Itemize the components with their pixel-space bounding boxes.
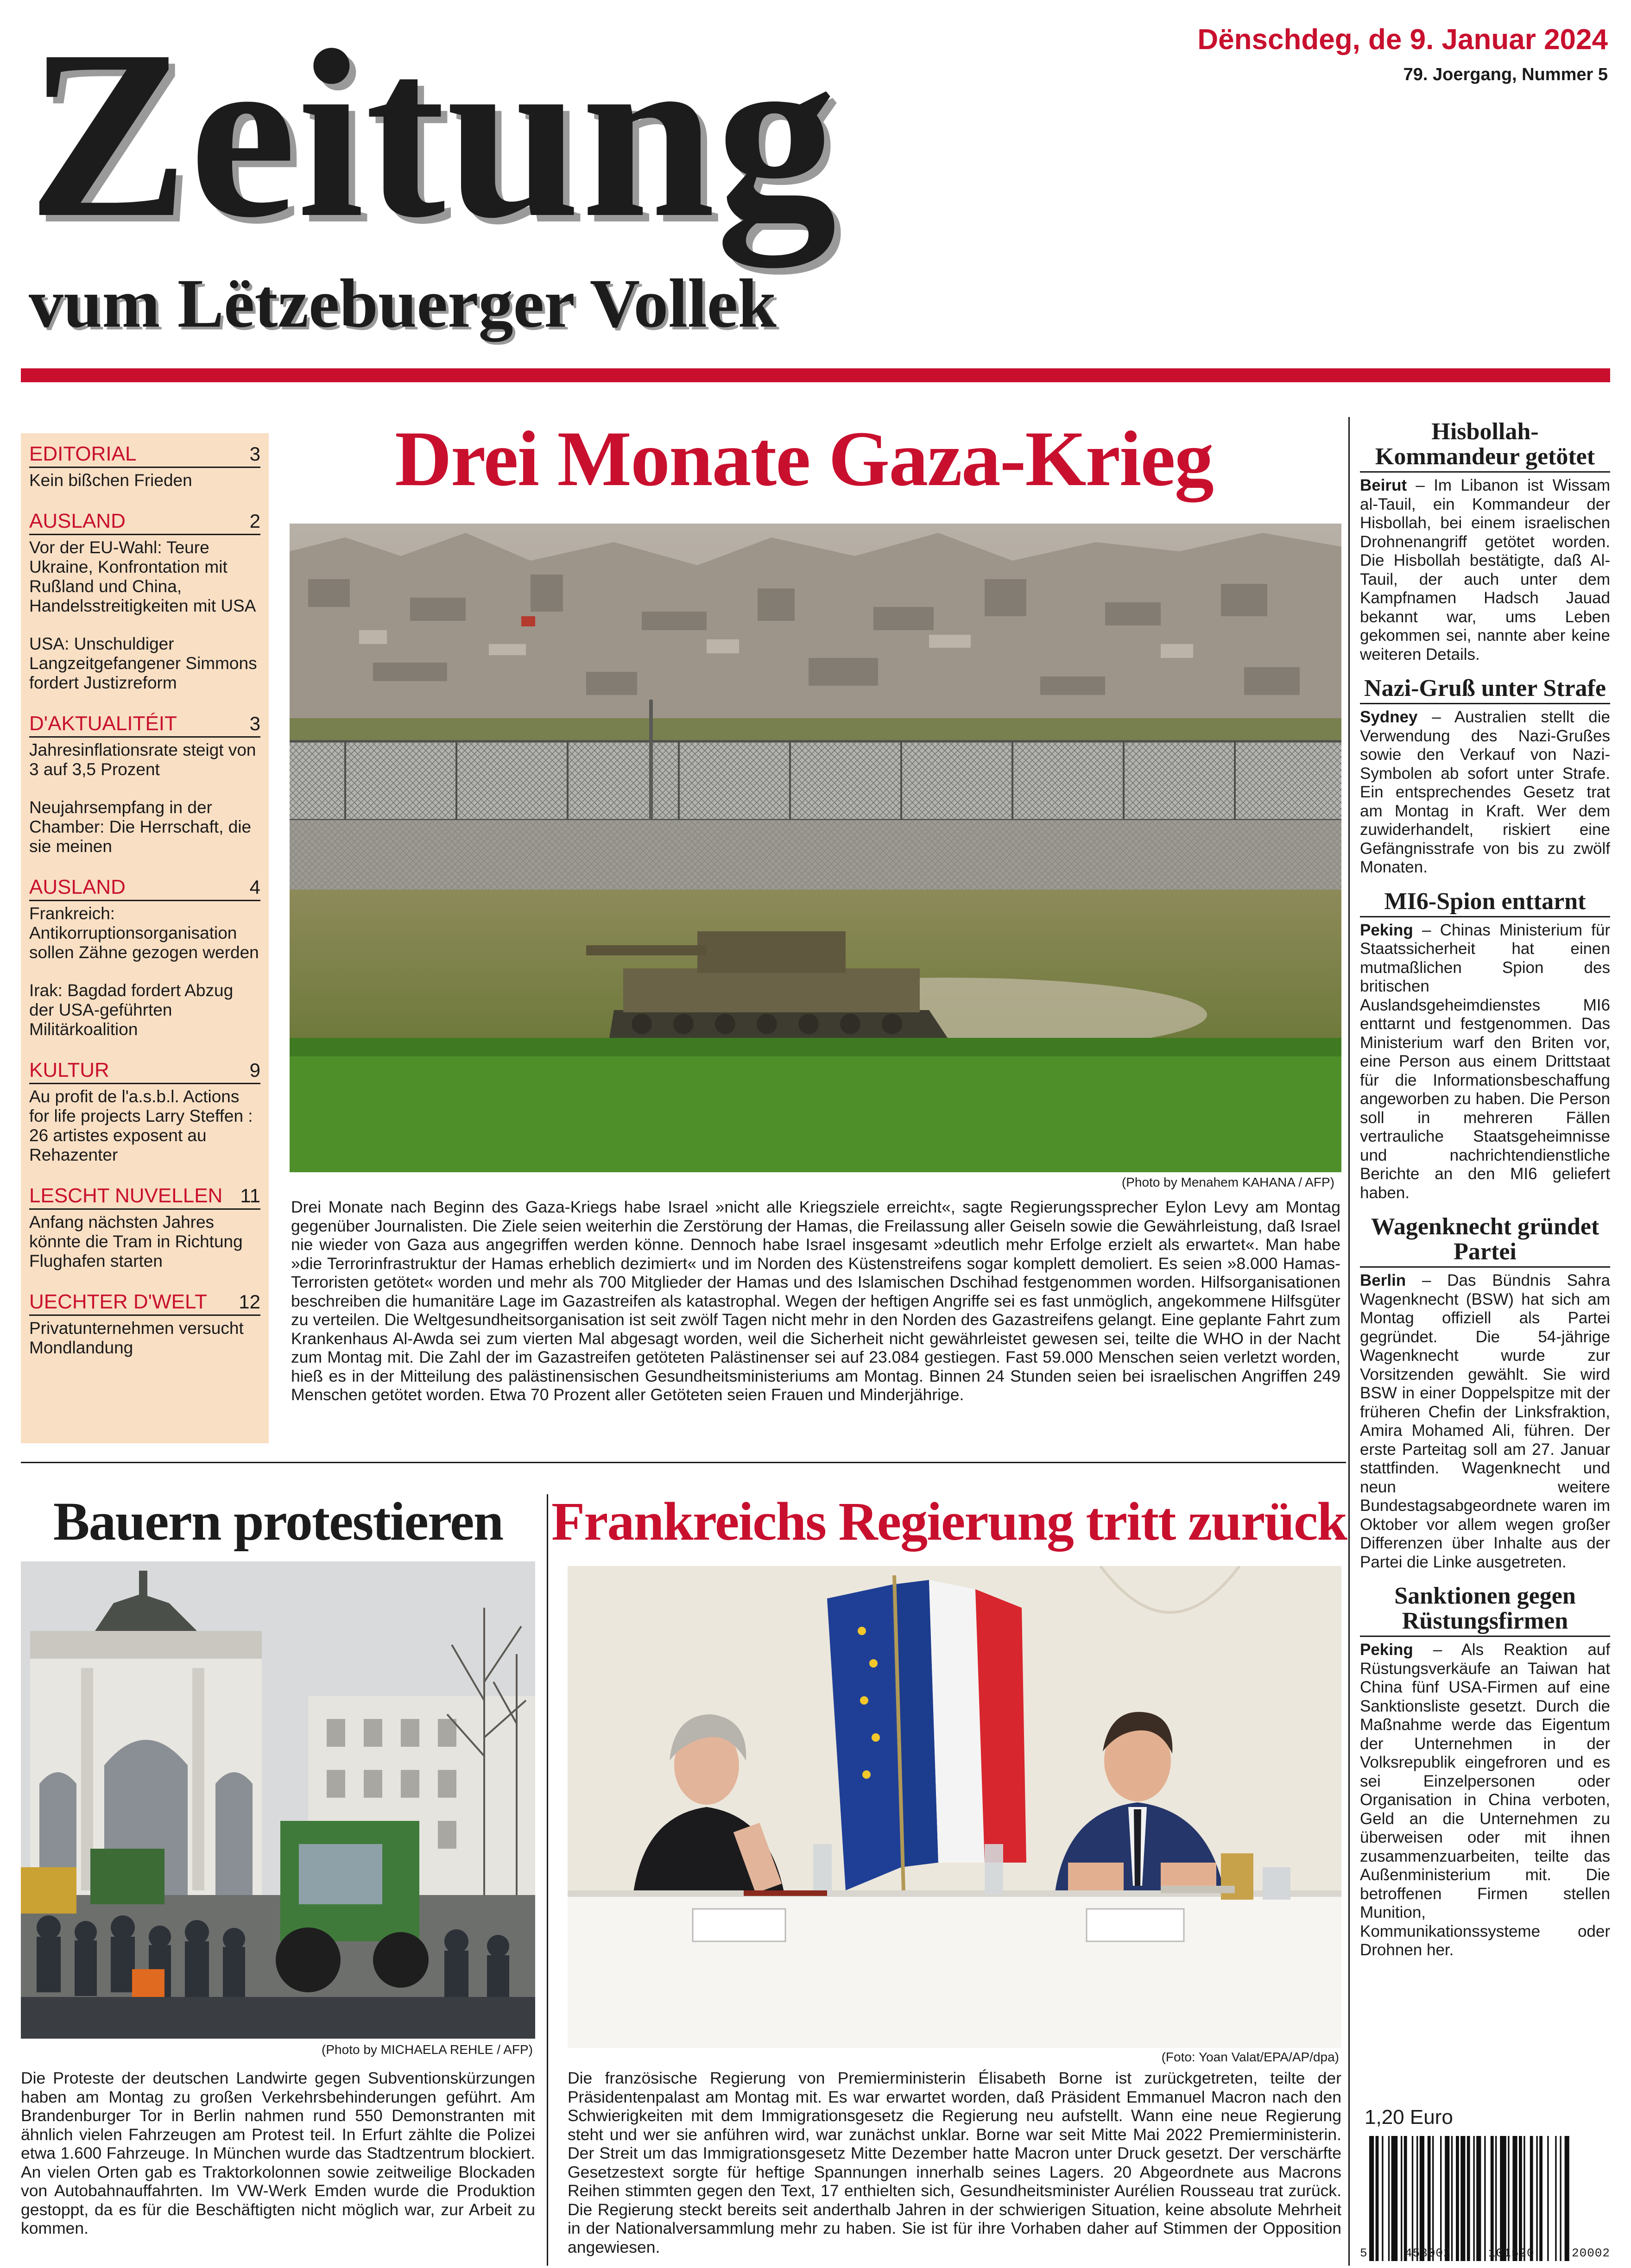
news-brief-body: – Als Reaktion auf Rüstungsverkäufe an Taiwan hat China fünf USA-Firmen auf eine Sanktionsliste gesetzt. Durch die Maßnahme werde das Eigentum der Unternehmen in der Volksrepublik eingefroren und es sei Einzelpersonen oder Organisation in China verboten, Geld an die Unternehmen zu überweisen oder mit ihnen zusammenzuarbeiten, teilte das Außenministerium mit. Die betroffenen Firmen stellen Munition, Kommunikationssysteme oder Drohnen her. bbox=[1360, 1641, 1610, 1959]
table-of-contents bbox=[21, 433, 269, 1443]
news-brief-place: Peking bbox=[1360, 921, 1413, 939]
lead-photo-credit: (Photo by Menahem KAHANA / AFP) bbox=[1121, 1175, 1334, 1189]
news-brief-body: – Chinas Ministerium für Staatssicherheit hat einen mutmaßlichen Spion des britischen Auslandsgeheimdienstes MI6 enttarnt und festgenommen. Das Ministerium warf den Briten vor, eine Person aus einem Drittstaat für die Informationsbeschaffung angeworben zu haben. Die Person soll in mehreren Fällen vertrauliche Staatsgeheimnisse und nachrichtendienstliche Berichte an den MI6 geliefert haben. bbox=[1360, 921, 1610, 1202]
news-brief-text bbox=[1360, 1641, 1610, 1960]
news-brief-text bbox=[1360, 1271, 1610, 1572]
index-item[interactable]: Jahresinflationsrate steigt von 3 auf 3,5 Prozent bbox=[29, 740, 256, 779]
index-page-number: 3 bbox=[249, 443, 260, 465]
column-divider bbox=[547, 1494, 548, 2266]
siegestor-tractors-photo bbox=[21, 1561, 535, 2039]
masthead-subtitle: vum Lëtzebuerger Vollek bbox=[29, 265, 777, 342]
barcode-digit-group: 20002 bbox=[1571, 2246, 1610, 2260]
index-section-head[interactable] bbox=[29, 442, 260, 468]
news-brief-text bbox=[1360, 708, 1610, 877]
barcode-digits bbox=[1360, 2246, 1610, 2260]
news-brief-place: Berlin bbox=[1360, 1271, 1406, 1289]
news-brief bbox=[1360, 889, 1610, 1203]
news-brief-title[interactable]: Hisbollah-Kommandeur getötet bbox=[1375, 418, 1595, 470]
index-section-label[interactable]: AUSLAND bbox=[29, 876, 126, 898]
index-page-number: 12 bbox=[239, 1291, 260, 1313]
news-brief bbox=[1360, 1584, 1610, 1960]
news-brief-title[interactable]: Wagenknecht gründet Partei bbox=[1371, 1213, 1599, 1265]
index-section-label[interactable]: D'AKTUALITÉIT bbox=[29, 712, 177, 735]
index-section-label[interactable]: LESCHT NUVELLEN bbox=[29, 1184, 223, 1207]
index-section bbox=[29, 712, 260, 856]
news-brief-rule bbox=[1360, 1636, 1610, 1637]
barcode-digit-group: 101520 bbox=[1488, 2246, 1535, 2260]
masthead-rule bbox=[21, 368, 1610, 382]
news-brief-rule bbox=[1360, 471, 1610, 473]
news-brief-title[interactable]: Nazi-Gruß unter Strafe bbox=[1364, 675, 1606, 701]
ean-barcode-icon bbox=[1360, 2136, 1610, 2261]
index-page-number: 11 bbox=[240, 1185, 260, 1207]
index-section-label[interactable]: EDITORIAL bbox=[29, 442, 137, 465]
index-item[interactable]: Frankreich: Antikorruptionsorganisation sollen Zähne gezogen werden bbox=[29, 904, 259, 962]
price-label: 1,20 Euro bbox=[1365, 2106, 1453, 2129]
news-brief bbox=[1360, 676, 1610, 877]
index-page-number: 2 bbox=[249, 510, 260, 532]
news-brief-body: – Das Bündnis Sahra Wagenknecht (BSW) hat sich am Montag offiziell als Partei gegründet. Die 54-jährige Wagenknecht wurde zur Vorsitzenden gewählt. Sie wird BSW in einer Doppelspitze mit der früheren Chefin der Linksfraktion, Amira Mohamed Ali, führen. Der erste Parteitag soll am 27. Januar stattfinden. Wagenknecht und neun weitere Bundestagsabgeordnete waren im Oktober vor allem wegen großer Differenzen über Inhalte aus der Partei die Linke ausgetreten. bbox=[1360, 1271, 1610, 1571]
lead-headline[interactable]: Drei Monate Gaza-Krieg bbox=[395, 415, 1213, 502]
news-brief-body: – Im Libanon ist Wissam al-Tauil, ein Kommandeur der Hisbollah, bei einem israelischen Drohnenangriff getötet worden. Die Hisbollah bestätigte, daß Al-Tauil, der auch unter dem Kampfnamen Hadsch Jauad bekannt war, ums Leben gekommen sei, nannte aber keine weiteren Details. bbox=[1360, 476, 1610, 663]
index-section-head[interactable] bbox=[29, 1290, 260, 1316]
index-section-head[interactable] bbox=[29, 1059, 260, 1084]
news-brief bbox=[1360, 419, 1610, 664]
index-item[interactable]: Vor der EU-Wahl: Teure Ukraine, Konfrontation mit Rußland und China, Handelsstreitigkeiten mit USA bbox=[29, 538, 256, 615]
index-section-head[interactable] bbox=[29, 876, 260, 901]
index-section bbox=[29, 510, 260, 693]
index-section bbox=[29, 1059, 260, 1165]
index-section bbox=[29, 876, 260, 1039]
tank-fence-rubble-photo bbox=[290, 524, 1341, 1172]
borne-macron-flags-photo bbox=[568, 1566, 1341, 2048]
index-item[interactable]: USA: Unschuldiger Langzeitgefangener Simmons fordert Justizreform bbox=[29, 634, 257, 692]
lead-body: Drei Monate nach Beginn des Gaza-Kriegs habe Israel »nicht alle Kriegsziele erreicht«, sagte Regierungssprecher Eylon Levy am Montag gegenüber Journalisten. Die Ziele seien weiterhin die Zerstörung der Hamas, die Freilassung aller Geiseln sowie die Gewährleistung, daß Israel nie wieder von Gaza aus angegriffen werden könne. Dennoch habe Israel insgesamt »deutlich mehr Erfolge erzielt als erwartet«. Man habe »die Terrorinfrastruktur der Hamas erheblich dezimiert« und im Norden des Küstenstreifens sogar komplett demoliert. Es seien »8.000 Hamas-Terroristen getötet« worden und mehr als 700 Mitglieder der Hamas und des Islamischen Dschihad festgenommen worden. Hilfsorganisationen beschreiben die humanitäre Lage im Gazastreifen als katastrophal. Wegen der heftigen Angriffe sei es fast unmöglich, angekommene Hilfsgüter zu verteilen. Die Weltgesundheitsorganisation ist seit zwölf Tagen nicht mehr in den Norden des Gazastreifens gelangt. Eine geplante Fahrt zum Krankenhaus Al-Awda sei zum vierten Mal abgesagt worden, weil die Sicherheit nicht gewährleistet gewesen sei, teilte die WHO in der Nacht zum Montag mit. Die Zahl der im Gazastreifen getöteten Palästinenser sei auf 23.084 gestiegen. Fast 59.000 Menschen seien verletzt worden, hieß es in der Mitteilung des palästinensischen Gesundheitsministeriums am Montag. Binnen 24 Stunden seien bei israelischen Angriffen 249 Menschen getötet worden. Etwa 70 Prozent aller Getöteten seien Frauen und Minderjährige. bbox=[291, 1198, 1340, 1404]
index-page-number: 4 bbox=[249, 876, 260, 898]
news-brief-rule bbox=[1360, 703, 1610, 704]
section-divider bbox=[21, 1462, 1346, 1463]
issue-number: 79. Joergang, Nummer 5 bbox=[1403, 65, 1608, 84]
index-section bbox=[29, 442, 260, 490]
france-body: Die französische Regierung von Premierministerin Élisabeth Borne ist zurückgetreten, teilte der Präsidentenpalast am Montag mit. Es war erwartet worden, daß Präsident Emmanuel Macron nach den Schwierigkeiten mit dem Immigrationsgesetz die Regierung neu aufstellt. Wann eine neue Regierung steht und wer sie anführen wird, war zunächst unklar. Borne war seit Mitte Mai 2022 Premierministerin. Der Streit um das Immigrationsgesetz Mitte Dezember hatte Macron unter Druck gesetzt. Der verschärfte Gesetzestext sorgte für heftige Spannungen innerhalb seines Lagers. 20 Abgeordnete aus Macrons Reihen stimmten gegen den Text, 17 enthielten sich, Gesundheitsminister Aurélien Rousseau trat zurück. Die Regierung steckt bereits seit anderthalb Jahren in der schwierigen Situation, keine absolute Mehrheit in der Nationalversammlung mehr zu haben. Sie ist für ihre Vorhaben daher auf Stimmen der Opposition angewiesen. bbox=[568, 2069, 1341, 2256]
news-brief-text bbox=[1360, 921, 1610, 1203]
index-section-head[interactable] bbox=[29, 1184, 260, 1210]
news-brief-place: Sydney bbox=[1360, 708, 1418, 726]
column-divider bbox=[1348, 417, 1350, 2266]
index-section-head[interactable] bbox=[29, 712, 260, 738]
index-section bbox=[29, 1290, 260, 1358]
barcode-digit-group: 453002 bbox=[1404, 2246, 1451, 2260]
farmers-photo-credit: (Photo by MICHAELA REHLE / AFP) bbox=[322, 2042, 533, 2057]
news-brief-rule bbox=[1360, 1266, 1610, 1268]
farmers-headline[interactable]: Bauern protestieren bbox=[53, 1491, 503, 1552]
index-item[interactable]: Neujahrsempfang in der Chamber: Die Herrschaft, die sie meinen bbox=[29, 798, 252, 856]
news-brief-rule bbox=[1360, 916, 1610, 917]
farmers-body: Die Proteste der deutschen Landwirte gegen Subventionskürzungen haben am Montag zu großen Verkehrsbehinderungen geführt. Am Brandenburger Tor in Berlin nahmen rund 550 Demonstranten mit ähnlich vielen Fahrzeugen am Protest teil. In Erfurt zählte die Polizei etwa 1.600 Fahrzeuge. In München wurde das Stadtzentrum blockiert. An vielen Orten gab es Traktorkolonnen sowie zeitweilige Blockaden von Autobahnauffahrten. Im VW-Werk Emden wurde die Produktion gestoppt, da es für die Beschäftigten nicht möglich war, zur Arbeit zu kommen. bbox=[21, 2069, 535, 2237]
news-brief-body: – Australien stellt die Verwendung des Nazi-Grußes sowie den Verkauf von Nazi-Symbolen ab sofort unter Strafe. Ein entsprechendes Gesetz trat am Montag in Kraft. Wer dem zuwiderhandelt, riskiert eine Gefängnisstrafe von bis zu zwölf Monaten. bbox=[1360, 708, 1610, 876]
index-item[interactable]: Anfang nächsten Jahres könnte die Tram in Richtung Flughafen starten bbox=[29, 1213, 243, 1270]
france-headline[interactable]: Frankreichs Regierung tritt zurück bbox=[551, 1491, 1347, 1552]
news-brief bbox=[1360, 1214, 1610, 1572]
news-brief-place: Beirut bbox=[1360, 476, 1407, 494]
index-section-label[interactable]: UECHTER D'WELT bbox=[29, 1290, 208, 1313]
masthead-title: Zeitung bbox=[28, 1, 838, 267]
issue-date: Dënschdeg, de 9. Januar 2024 bbox=[1197, 24, 1608, 56]
france-photo-credit: (Foto: Yoan Valat/EPA/AP/dpa) bbox=[1161, 2050, 1339, 2064]
index-item[interactable]: Kein bißchen Frieden bbox=[29, 471, 192, 490]
index-section-label[interactable]: KULTUR bbox=[29, 1059, 109, 1081]
news-briefs-column bbox=[1360, 419, 1610, 1972]
news-brief-text bbox=[1360, 476, 1610, 664]
news-brief-title[interactable]: Sanktionen gegen Rüstungsfirmen bbox=[1394, 1583, 1576, 1634]
index-section-label[interactable]: AUSLAND bbox=[29, 510, 126, 532]
index-item[interactable]: Au profit de l'a.s.b.l. Actions for life projects Larry Steffen : 26 artistes exposent au Rehazenter bbox=[29, 1087, 253, 1164]
index-section bbox=[29, 1184, 260, 1271]
index-page-number: 9 bbox=[249, 1059, 260, 1081]
barcode-digit-group: 5 bbox=[1360, 2246, 1368, 2260]
index-section-head[interactable] bbox=[29, 510, 260, 535]
index-item[interactable]: Irak: Bagdad fordert Abzug der USA-geführten Militärkoalition bbox=[29, 981, 234, 1039]
index-page-number: 3 bbox=[249, 713, 260, 734]
news-brief-title[interactable]: MI6-Spion enttarnt bbox=[1384, 888, 1586, 915]
news-brief-place: Peking bbox=[1360, 1641, 1413, 1659]
index-item[interactable]: Privatunternehmen versucht Mondlandung bbox=[29, 1319, 244, 1357]
